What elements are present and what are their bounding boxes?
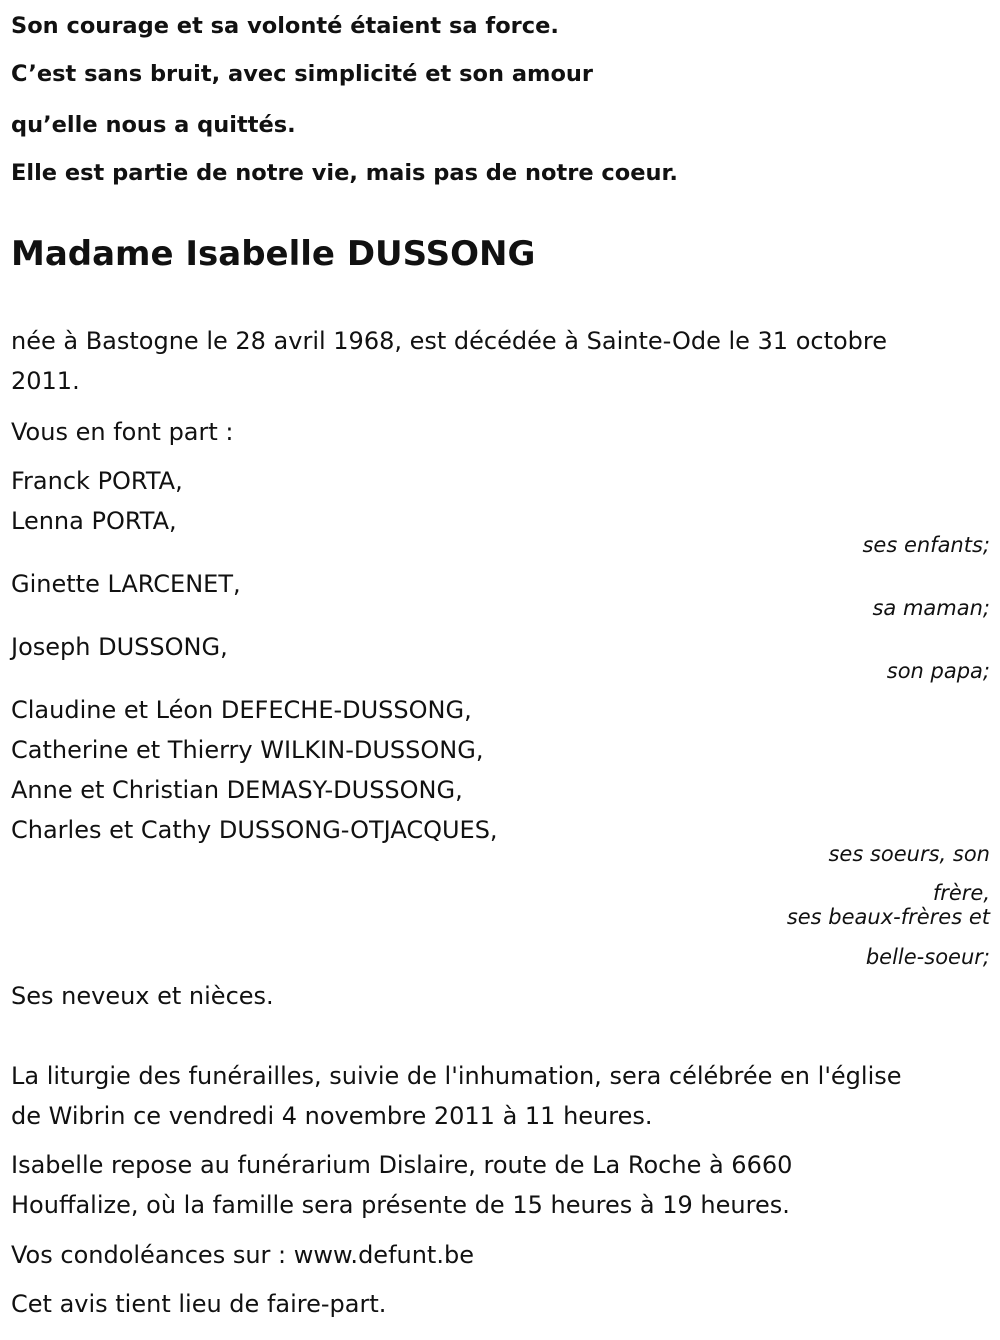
birth-death-line-1: née à Bastogne le 28 avril 1968, est décédée à Sainte-Ode le 31 octobre: [11, 327, 888, 355]
relation-label: belle-soeur;: [865, 945, 990, 969]
funeral-line-2: de Wibrin ce vendredi 4 novembre 2011 à 11 heures.: [11, 1102, 653, 1130]
family-member: Claudine et Léon DEFECHE-DUSSONG,: [11, 696, 472, 724]
family-member: Charles et Cathy DUSSONG-OTJACQUES,: [11, 816, 498, 844]
deceased-name: Madame Isabelle DUSSONG: [11, 234, 536, 274]
family-member: Catherine et Thierry WILKIN-DUSSONG,: [11, 736, 484, 764]
relation-label: sa maman;: [872, 596, 990, 620]
verse-line-2: C’est sans bruit, avec simplicité et son amour: [11, 61, 594, 87]
verse-line-1: Son courage et sa volonté étaient sa force.: [11, 13, 559, 39]
family-member: Franck PORTA,: [11, 467, 183, 495]
verse-line-3: qu’elle nous a quittés.: [11, 112, 296, 138]
relation-label: ses soeurs, son: [828, 842, 990, 866]
family-member: Ginette LARCENET,: [11, 570, 241, 598]
repose-line-1: Isabelle repose au funérarium Dislaire, route de La Roche à 6660: [11, 1151, 793, 1179]
relation-label: frère,: [932, 881, 990, 905]
relation-label: ses enfants;: [862, 533, 990, 557]
family-member: Anne et Christian DEMASY-DUSSONG,: [11, 776, 463, 804]
relation-label: ses beaux-frères et: [786, 905, 990, 929]
family-member: Lenna PORTA,: [11, 507, 177, 535]
closing-text: Cet avis tient lieu de faire-part.: [11, 1290, 387, 1318]
condolences-text: Vos condoléances sur : www.defunt.be: [11, 1241, 474, 1269]
family-member: Joseph DUSSONG,: [11, 633, 228, 661]
intro-text: Vous en font part :: [11, 418, 234, 446]
funeral-line-1: La liturgie des funérailles, suivie de l'inhumation, sera célébrée en l'église: [11, 1062, 902, 1090]
nephews-text: Ses neveux et nièces.: [11, 982, 274, 1010]
repose-line-2: Houffalize, où la famille sera présente de 15 heures à 19 heures.: [11, 1191, 790, 1219]
relation-label: son papa;: [886, 659, 990, 683]
birth-death-line-2: 2011.: [11, 367, 80, 395]
verse-line-4: Elle est partie de notre vie, mais pas de notre coeur.: [11, 160, 678, 186]
